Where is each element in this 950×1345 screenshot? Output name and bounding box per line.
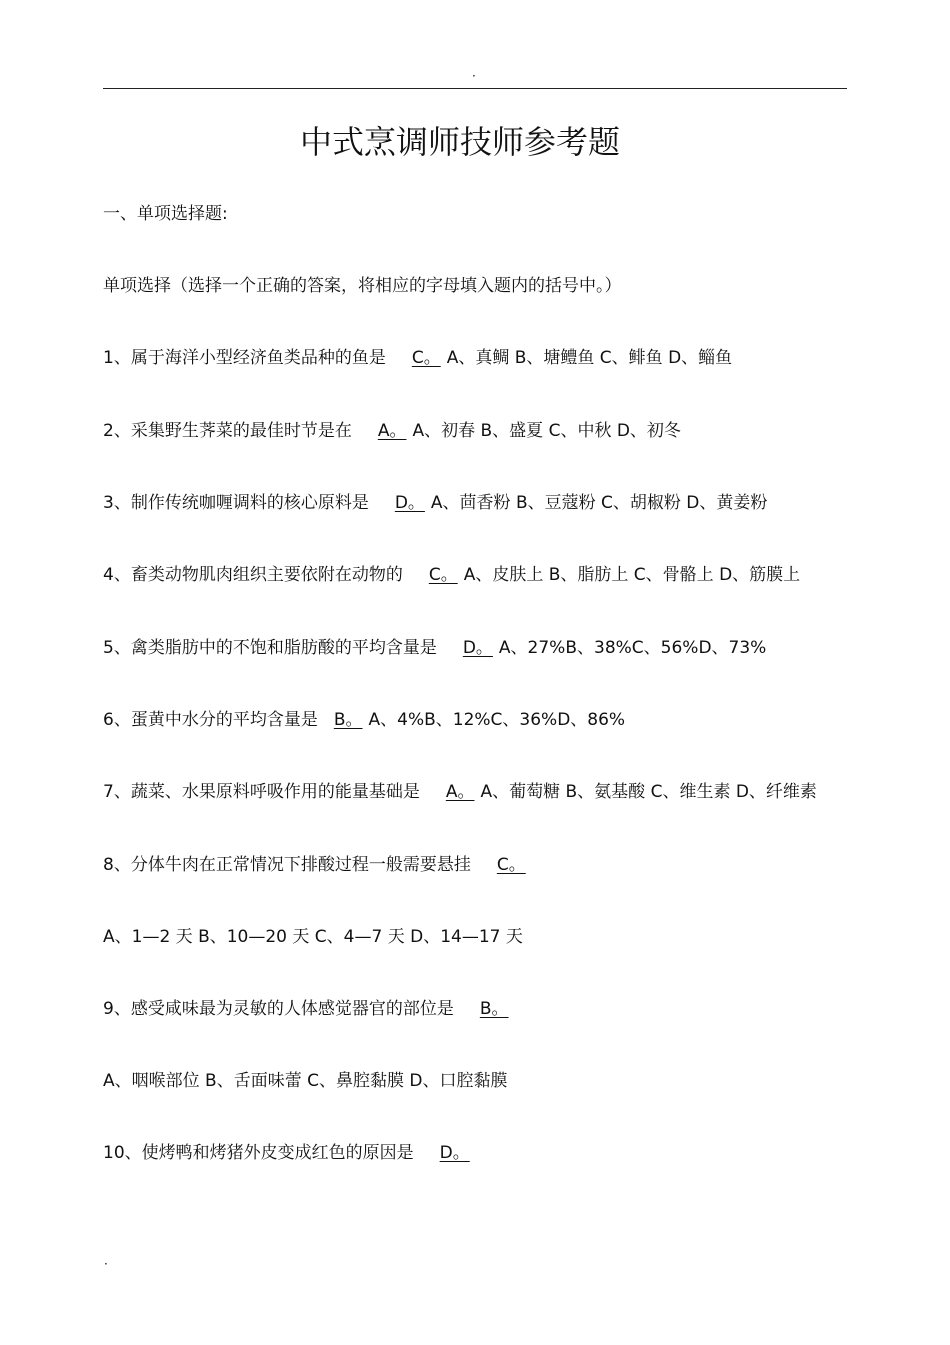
- answer-mark: C。: [428, 565, 458, 585]
- question-options: A、初春 B、盛夏 C、中秋 D、初冬: [412, 421, 681, 441]
- question-9: [103, 997, 509, 1021]
- question-stem: 10、使烤鸭和烤猪外皮变成红色的原因是: [103, 1143, 414, 1163]
- answer-mark: C。: [411, 348, 441, 368]
- question-options: A、葡萄糖 B、氨基酸 C、维生素 D、纤维素: [480, 782, 817, 802]
- question-5: [103, 636, 766, 660]
- question-9-options: A、咽喉部位 B、舌面味蕾 C、鼻腔黏膜 D、口腔黏膜: [103, 1071, 508, 1091]
- footer-dot: ·: [104, 1257, 108, 1271]
- question-4: [103, 563, 800, 587]
- answer-mark: D。: [439, 1143, 470, 1163]
- question-stem: 3、制作传统咖喱调料的核心原料是: [103, 493, 369, 513]
- question-stem: 8、分体牛肉在正常情况下排酸过程一般需要悬挂: [103, 855, 471, 875]
- answer-mark: B。: [479, 999, 509, 1019]
- question-stem: 9、感受咸味最为灵敏的人体感觉器官的部位是: [103, 999, 454, 1019]
- answer-mark: D。: [394, 493, 425, 513]
- question-10: [103, 1141, 470, 1165]
- question-8-options: A、1—2 天 B、10—20 天 C、4—7 天 D、14—17 天: [103, 927, 523, 947]
- question-stem: 4、畜类动物肌肉组织主要依附在动物的: [103, 565, 403, 585]
- question-stem: 2、采集野生荠菜的最佳时节是在: [103, 421, 352, 441]
- question-options: A、茴香粉 B、豆蔻粉 C、胡椒粉 D、黄姜粉: [430, 493, 768, 513]
- question-1: [103, 346, 732, 370]
- question-3: [103, 491, 767, 515]
- instruction-text: 单项选择（选择一个正确的答案，将相应的字母填入题内的括号中。）: [103, 276, 622, 296]
- question-options: A、27%B、38%C、56%D、73%: [498, 638, 767, 658]
- question-options: A、真鲷 B、塘鳢鱼 C、鲱鱼 D、鲻鱼: [446, 348, 733, 368]
- question-7: [103, 780, 817, 804]
- header-divider: [103, 88, 847, 89]
- question-2: [103, 419, 681, 443]
- question-stem: 1、属于海洋小型经济鱼类品种的鱼是: [103, 348, 386, 368]
- answer-mark: D。: [462, 638, 493, 658]
- question-6: [103, 708, 625, 732]
- answer-mark: B。: [333, 710, 363, 730]
- question-stem: 5、禽类脂肪中的不饱和脂肪酸的平均含量是: [103, 638, 437, 658]
- header-dot: ·: [472, 69, 476, 83]
- question-stem: 6、蛋黄中水分的平均含量是: [103, 710, 318, 730]
- section-heading: 一、单项选择题:: [103, 204, 228, 224]
- question-8: [103, 853, 526, 877]
- question-options: A、皮肤上 B、脂肪上 C、骨骼上 D、筋膜上: [463, 565, 801, 585]
- answer-mark: C。: [496, 855, 526, 875]
- answer-mark: A。: [377, 421, 407, 441]
- question-options: A、4%B、12%C、36%D、86%: [368, 710, 626, 730]
- answer-mark: A。: [445, 782, 475, 802]
- question-stem: 7、蔬菜、水果原料呼吸作用的能量基础是: [103, 782, 420, 802]
- page-title: 中式烹调师技师参考题: [299, 123, 620, 161]
